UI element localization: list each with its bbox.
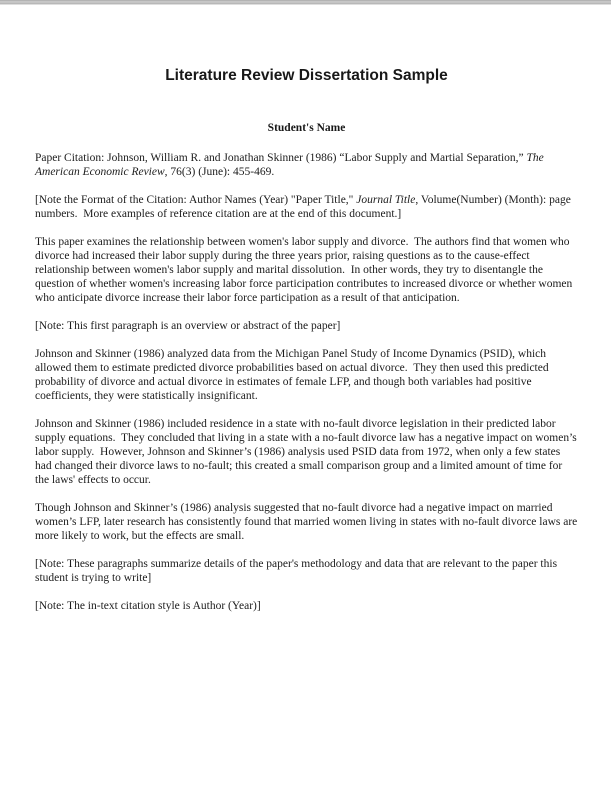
paragraph: [35, 193, 578, 221]
document-content: [0, 5, 611, 795]
paragraph: [35, 599, 578, 613]
paragraph: [35, 501, 581, 543]
paragraph: [35, 417, 578, 487]
author-name-line: Student's Name: [267, 122, 346, 134]
paragraph: [35, 235, 578, 305]
text-segment: , 76(3) (June): 455-469.: [164, 166, 275, 178]
text-segment: This paper examines the relationship between women's labor supply and divorce. The authors find that women who divorce had increased their labor supply during the three years prior, raising questions as to the cause-effect relationship between women's labor supply and marital dissolution. In other words, they try to disentangle the question of whether women's increasing labor force participation contributes to increased divorce or whether women who anticipate divorce increase their labor force participation as a result of that anticipation.: [35, 236, 576, 304]
text-segment: [Note: This first paragraph is an overview or abstract of the paper]: [35, 320, 341, 332]
text-segment: [Note the Format of the Citation: Author Names (Year) "Paper Title,": [35, 194, 357, 206]
text-segment: , Volume(Number) (Month): page numbers. More examples of reference citation are at the end of this document.]: [35, 194, 574, 220]
paragraph: [35, 557, 578, 585]
document-title: Literature Review Dissertation Sample: [165, 67, 448, 84]
text-segment: Johnson and Skinner (1986) included residence in a state with no-fault divorce legislation in their predicted labor supply equations. They concluded that living in a state with a no-fault divorce law has a negative impact on women’s labor supply. However, Johnson and Skinner’s (1986) analysis used PSID data from 1972, when only a few states had changed their divorce laws to no-fault; this created a small comparison group and a limited amount of time for the laws' effects to occur.: [35, 418, 580, 486]
text-segment: Paper Citation: Johnson, William R. and Jonathan Skinner (1986) “Labor Supply and Martial Separation,”: [35, 152, 527, 164]
italic-text-segment: Journal Title: [356, 194, 416, 206]
paragraph: [35, 319, 578, 333]
text-segment: [Note: These paragraphs summarize details of the paper's methodology and data that are relevant to the paper this student is trying to write]: [35, 558, 560, 584]
italic-text-segment: The American Economic Review: [35, 152, 547, 178]
paragraph: [35, 151, 578, 179]
paragraph: [35, 347, 578, 403]
text-segment: Though Johnson and Skinner’s (1986) analysis suggested that no-fault divorce had a negative impact on married women’s LFP, later research has consistently found that married women living in states with no-fault divorce laws are more likely to work, but the effects are small.: [35, 502, 581, 542]
text-segment: Johnson and Skinner (1986) analyzed data from the Michigan Panel Study of Income Dynamics (PSID), which allowed them to estimate predicted divorce probabilities based on actual divorce. They then used this predicted probability of divorce and actual divorce in estimates of female LFP, and though both variables had positive coefficients, they were statistically insignificant.: [35, 348, 552, 402]
text-segment: [Note: The in-text citation style is Author (Year)]: [35, 600, 261, 612]
document-body: [35, 151, 581, 613]
